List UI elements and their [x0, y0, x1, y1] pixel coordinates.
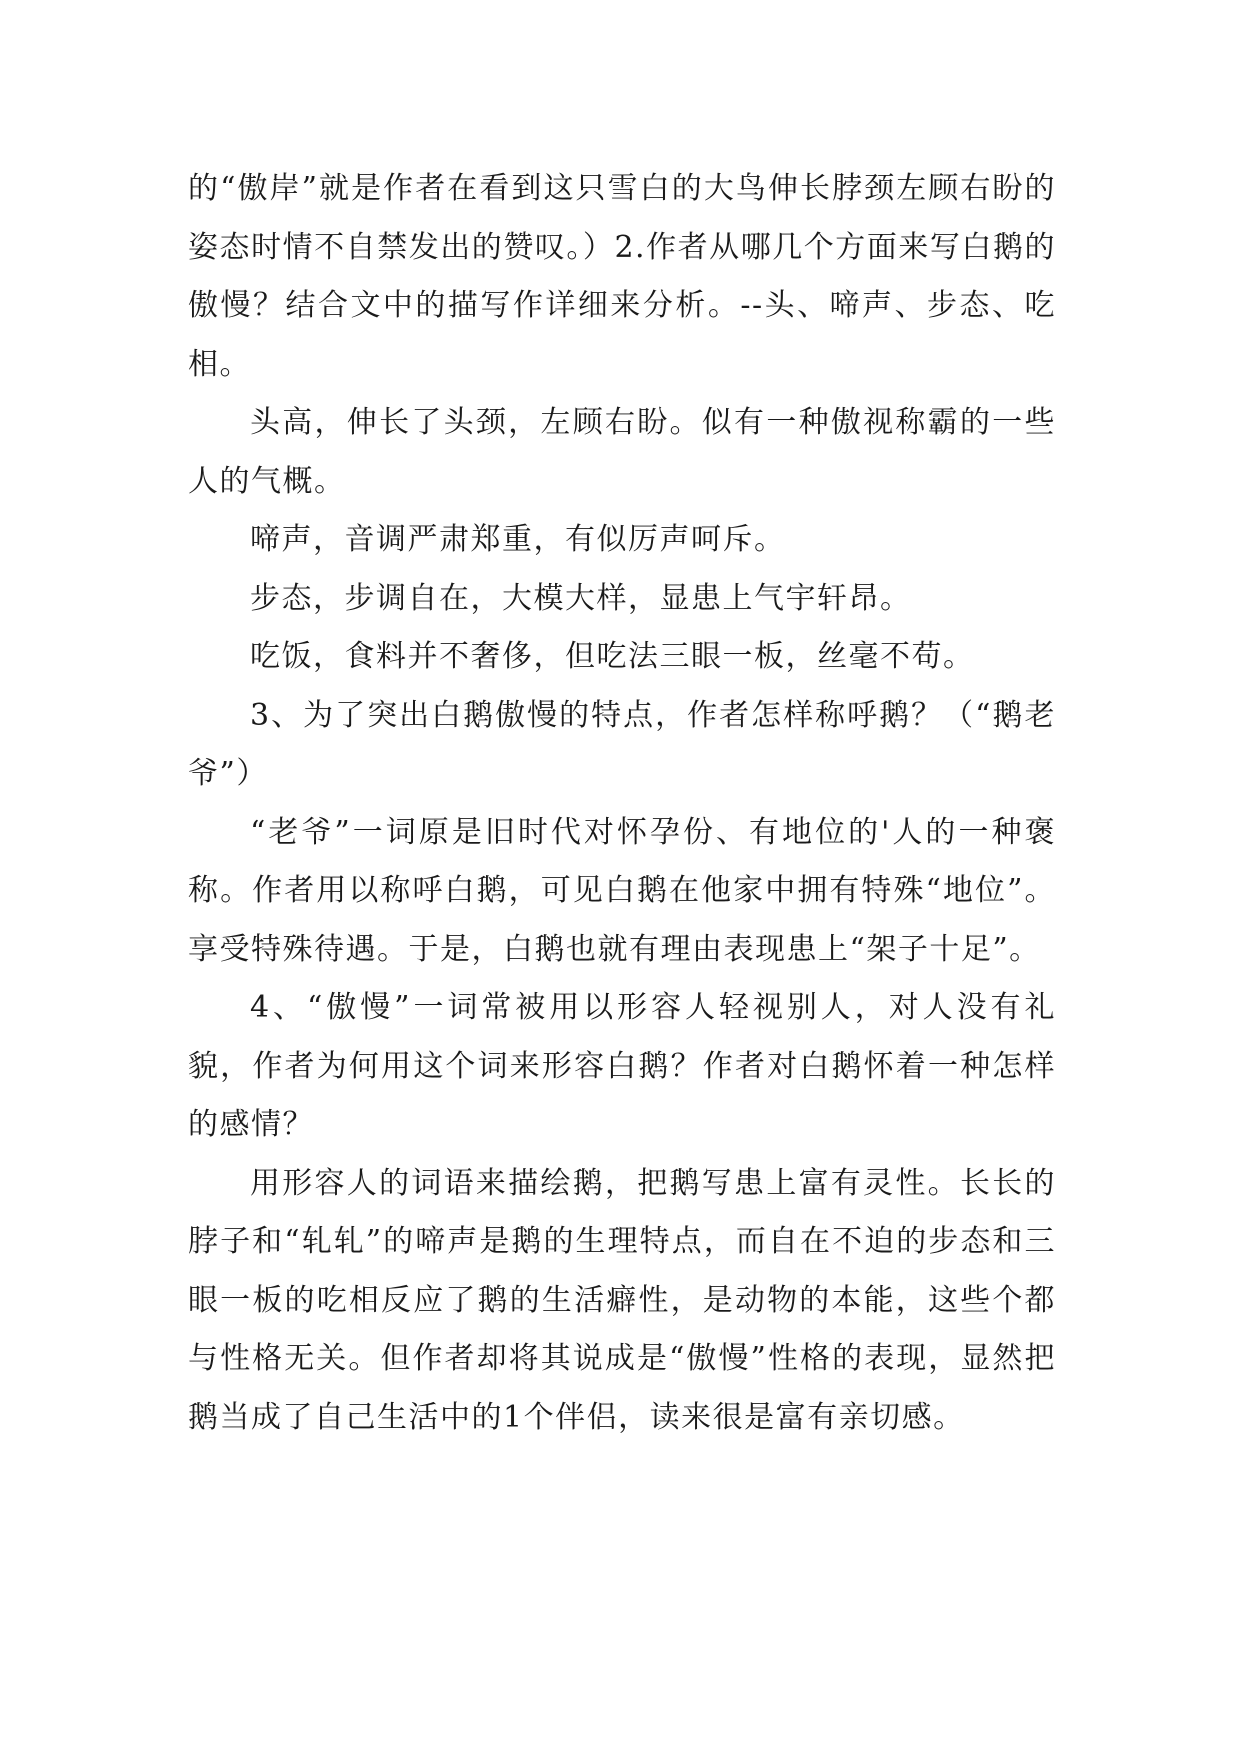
- paragraph: 吃饭，食料并不奢侈，但吃法三眼一板，丝毫不苟。: [250, 639, 975, 674]
- paragraph: 4、“傲慢”一词常被用以形容人轻视别人，对人没有礼貌，作者为何用这个词来形容白鹅？作者对白鹅怀着一种怎样的感情？: [188, 990, 1056, 1142]
- paragraph: 啼声，音调严肃郑重，有似厉声呵斥。: [250, 522, 786, 557]
- paragraph: 头高，伸长了头颈，左顾右盼。似有一种傲视称霸的一些人的气概。: [188, 405, 1056, 499]
- paragraph: 用形容人的词语来描绘鹅，把鹅写患上富有灵性。长长的脖子和“轧轧”的啼声是鹅的生理特点，而自在不迫的步态和三眼一板的吃相反应了鹅的生活癖性，是动物的本能，这些个都与性格无关。但作者却将其说成是“傲慢”性格的表现，显然把鹅当成了自己生活中的1个伴侣，读来很是富有亲切感。: [188, 1165, 1056, 1435]
- paragraph: “老爷”一词原是旧时代对怀孕份、有地位的'人的一种褒称。作者用以称呼白鹅，可见白鹅在他家中拥有特殊“地位”。享受特殊待遇。于是，白鹅也就有理由表现患上“架子十足”。: [188, 814, 1056, 967]
- paragraph: 3、为了突出白鹅傲慢的特点，作者怎样称呼鹅？（“鹅老爷”）: [188, 697, 1056, 791]
- body-text: [188, 160, 1056, 1447]
- paragraph: 的“傲岸”就是作者在看到这只雪白的大鸟伸长脖颈左顾右盼的姿态时情不自禁发出的赞叹。）2.作者从哪几个方面来写白鹅的傲慢？结合文中的描写作详细来分析。--头、啼声、步态、吃相。: [188, 171, 1056, 382]
- paragraph: 步态，步调自在，大模大样，显患上气宇轩昂。: [250, 580, 912, 616]
